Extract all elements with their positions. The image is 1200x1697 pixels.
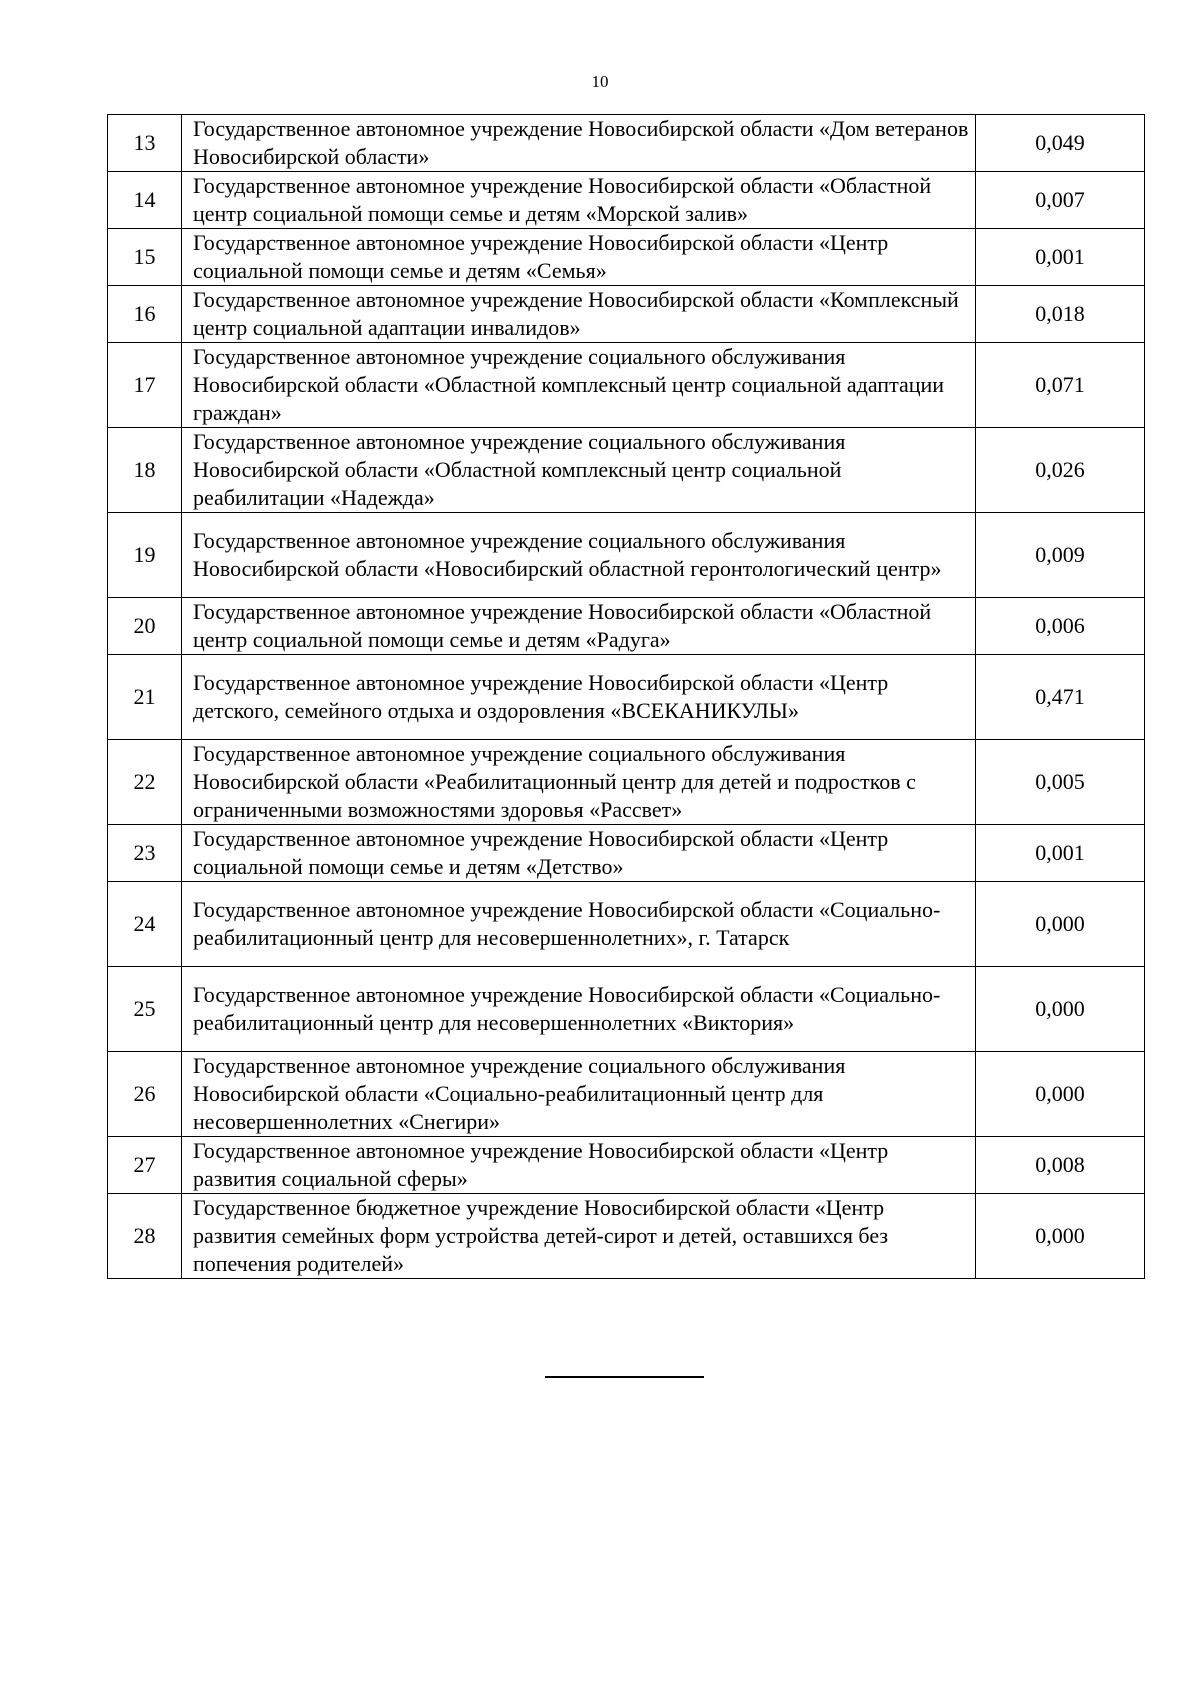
row-value: 0,008 [976, 1137, 1145, 1194]
table-row [108, 655, 1145, 740]
row-value: 0,005 [976, 740, 1145, 825]
page-number: 10 [591, 72, 609, 91]
institution-name: Государственное автономное учреждение Новосибирской области «Дом ветеранов Новосибирской области» [182, 115, 976, 172]
table-row [108, 428, 1145, 513]
institution-name: Государственное автономное учреждение Новосибирской области «Центр детского, семейного отдыха и оздоровления «ВСЕКАНИКУЛЫ» [182, 655, 976, 740]
row-number: 22 [108, 740, 182, 825]
row-value: 0,000 [976, 1194, 1145, 1279]
row-number: 26 [108, 1052, 182, 1137]
end-of-document-rule [545, 1376, 704, 1378]
institution-name: Государственное автономное учреждение социального обслуживания Новосибирской области «Областной комплексный центр социальной адаптации граждан» [182, 343, 976, 428]
row-value: 0,000 [976, 1052, 1145, 1137]
institution-name: Государственное автономное учреждение социального обслуживания Новосибирской области «Социально-реабилитационный центр для несовершеннолетних «Снегири» [182, 1052, 976, 1137]
institution-name: Государственное автономное учреждение Новосибирской области «Центр социальной помощи семье и детям «Детство» [182, 825, 976, 882]
row-number: 23 [108, 825, 182, 882]
institution-name: Государственное бюджетное учреждение Новосибирской области «Центр развития семейных форм устройства детей-сирот и детей, оставшихся без попечения родителей» [182, 1194, 976, 1279]
row-value: 0,007 [976, 172, 1145, 229]
table-row [108, 1137, 1145, 1194]
institution-name: Государственное автономное учреждение Новосибирской области «Социально-реабилитационный центр для несовершеннолетних «Виктория» [182, 967, 976, 1052]
row-value: 0,001 [976, 229, 1145, 286]
table-row [108, 740, 1145, 825]
institution-name: Государственное автономное учреждение Новосибирской области «Комплексный центр социальной адаптации инвалидов» [182, 286, 976, 343]
row-value: 0,009 [976, 513, 1145, 598]
table-row [108, 1194, 1145, 1279]
table-row [108, 115, 1145, 172]
row-number: 15 [108, 229, 182, 286]
institution-name: Государственное автономное учреждение социального обслуживания Новосибирской области «Новосибирский областной геронтологический центр» [182, 513, 976, 598]
row-number: 21 [108, 655, 182, 740]
table-row [108, 1052, 1145, 1137]
table-row [108, 882, 1145, 967]
row-number: 19 [108, 513, 182, 598]
row-number: 28 [108, 1194, 182, 1279]
row-value: 0,049 [976, 115, 1145, 172]
row-value: 0,071 [976, 343, 1145, 428]
row-number: 25 [108, 967, 182, 1052]
row-value: 0,018 [976, 286, 1145, 343]
row-value: 0,000 [976, 882, 1145, 967]
institution-name: Государственное автономное учреждение Новосибирской области «Центр социальной помощи семье и детям «Семья» [182, 229, 976, 286]
row-number: 24 [108, 882, 182, 967]
table-row [108, 825, 1145, 882]
institution-name: Государственное автономное учреждение Новосибирской области «Центр развития социальной сферы» [182, 1137, 976, 1194]
row-number: 16 [108, 286, 182, 343]
row-number: 18 [108, 428, 182, 513]
row-number: 13 [108, 115, 182, 172]
row-value: 0,001 [976, 825, 1145, 882]
row-value: 0,006 [976, 598, 1145, 655]
table-row [108, 172, 1145, 229]
row-number: 14 [108, 172, 182, 229]
row-number: 20 [108, 598, 182, 655]
row-number: 27 [108, 1137, 182, 1194]
table-row [108, 598, 1145, 655]
table-row [108, 343, 1145, 428]
row-value: 0,471 [976, 655, 1145, 740]
table-body [108, 115, 1145, 1279]
institution-name: Государственное автономное учреждение социального обслуживания Новосибирской области «Областной комплексный центр социальной реабилитации «Надежда» [182, 428, 976, 513]
table-row [108, 286, 1145, 343]
row-value: 0,000 [976, 967, 1145, 1052]
row-value: 0,026 [976, 428, 1145, 513]
row-number: 17 [108, 343, 182, 428]
institution-name: Государственное автономное учреждение Новосибирской области «Областной центр социальной помощи семье и детям «Радуга» [182, 598, 976, 655]
institution-name: Государственное автономное учреждение Новосибирской области «Областной центр социальной помощи семье и детям «Морской залив» [182, 172, 976, 229]
institution-name: Государственное автономное учреждение Новосибирской области «Социально-реабилитационный центр для несовершеннолетних», г. Татарск [182, 882, 976, 967]
institution-name: Государственное автономное учреждение социального обслуживания Новосибирской области «Реабилитационный центр для детей и подростков с ограниченными возможностями здоровья «Рассвет» [182, 740, 976, 825]
table-row [108, 513, 1145, 598]
table-row [108, 967, 1145, 1052]
institutions-table [107, 114, 1145, 1279]
table-row [108, 229, 1145, 286]
